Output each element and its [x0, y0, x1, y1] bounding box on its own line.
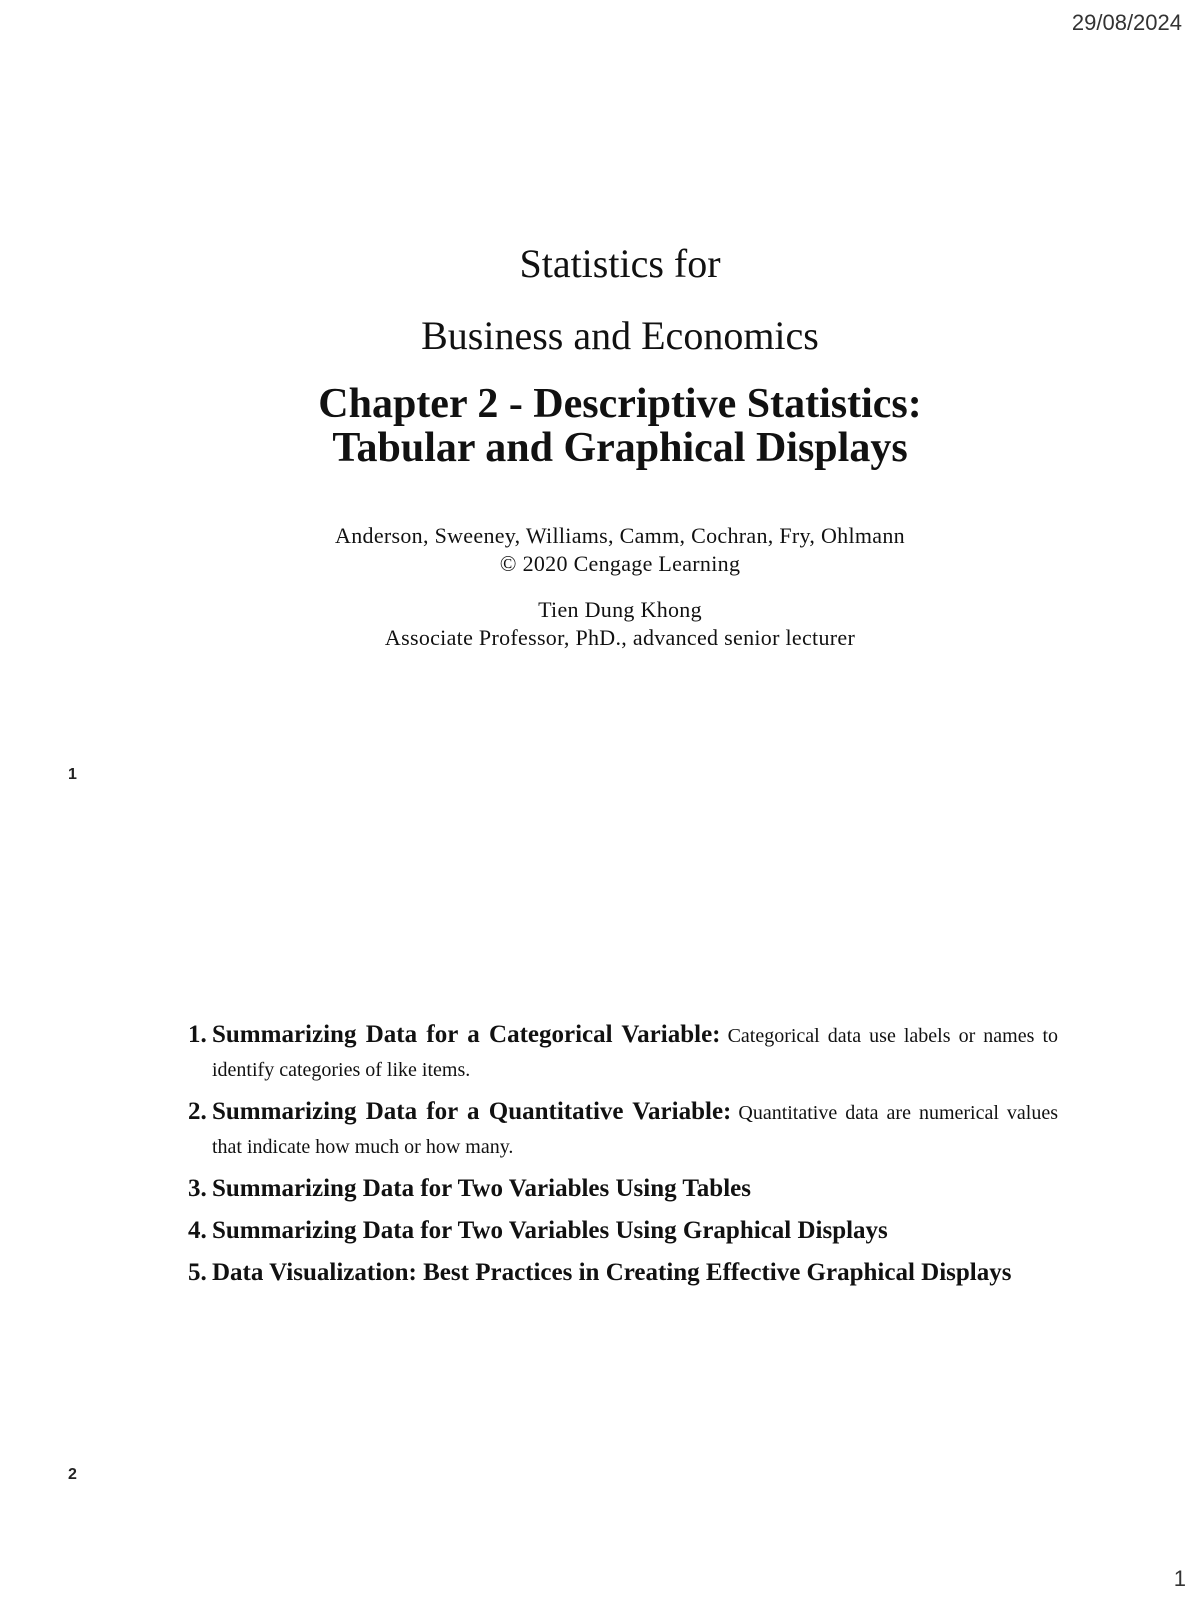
book-title-line-2: Business and Economics — [421, 313, 819, 358]
page-number: 1 — [1173, 1566, 1186, 1591]
outline-item-number: 2. — [188, 1098, 207, 1125]
print-date: 29/08/2024 — [1071, 10, 1182, 35]
lecturer-block — [200, 596, 1040, 652]
outline-item-number: 5. — [188, 1259, 207, 1286]
authors-block — [200, 522, 1040, 578]
chapter-title — [200, 382, 1040, 470]
outline-item — [188, 1018, 1058, 1087]
slide-2-outline — [188, 1018, 1058, 1298]
outline-item-number: 1. — [188, 1021, 207, 1048]
outline-item-number: 4. — [188, 1217, 207, 1244]
slide-number-2: 2 — [68, 1466, 77, 1483]
slide-1 — [200, 240, 1040, 652]
chapter-title-line-1: Chapter 2 - Descriptive Statistics: — [318, 381, 922, 427]
outline-item-description: Categorical data use labels or names to identify categories of like items. — [212, 1025, 1058, 1081]
outline-item-heading: Data Visualization: Best Practices in Creating Effective Graphical Displays — [212, 1259, 1012, 1286]
outline-item-description: Quantitative data are numerical values that indicate how much or how many. — [212, 1102, 1058, 1158]
outline-item-heading: Summarizing Data for Two Variables Using Graphical Displays — [212, 1217, 888, 1244]
outline-item-heading: Summarizing Data for a Categorical Variable: — [212, 1021, 721, 1048]
chapter-title-line-2: Tabular and Graphical Displays — [332, 425, 908, 471]
authors: Anderson, Sweeney, Williams, Camm, Cochran, Fry, Ohlmann — [335, 523, 905, 548]
copyright: © 2020 Cengage Learning — [499, 551, 741, 576]
slide-number-1: 1 — [68, 766, 77, 783]
book-title-line-1: Statistics for — [519, 241, 721, 286]
outline-item-heading: Summarizing Data for Two Variables Using Tables — [212, 1175, 751, 1202]
outline-item-heading: Summarizing Data for a Quantitative Variable: — [212, 1098, 732, 1125]
outline-item — [188, 1214, 1058, 1248]
outline-item-number: 3. — [188, 1175, 207, 1202]
outline-item — [188, 1256, 1058, 1290]
outline-item — [188, 1172, 1058, 1206]
lecturer-title: Associate Professor, PhD., advanced senior lecturer — [384, 625, 856, 650]
lecturer-name: Tien Dung Khong — [538, 597, 702, 622]
outline-item — [188, 1095, 1058, 1164]
